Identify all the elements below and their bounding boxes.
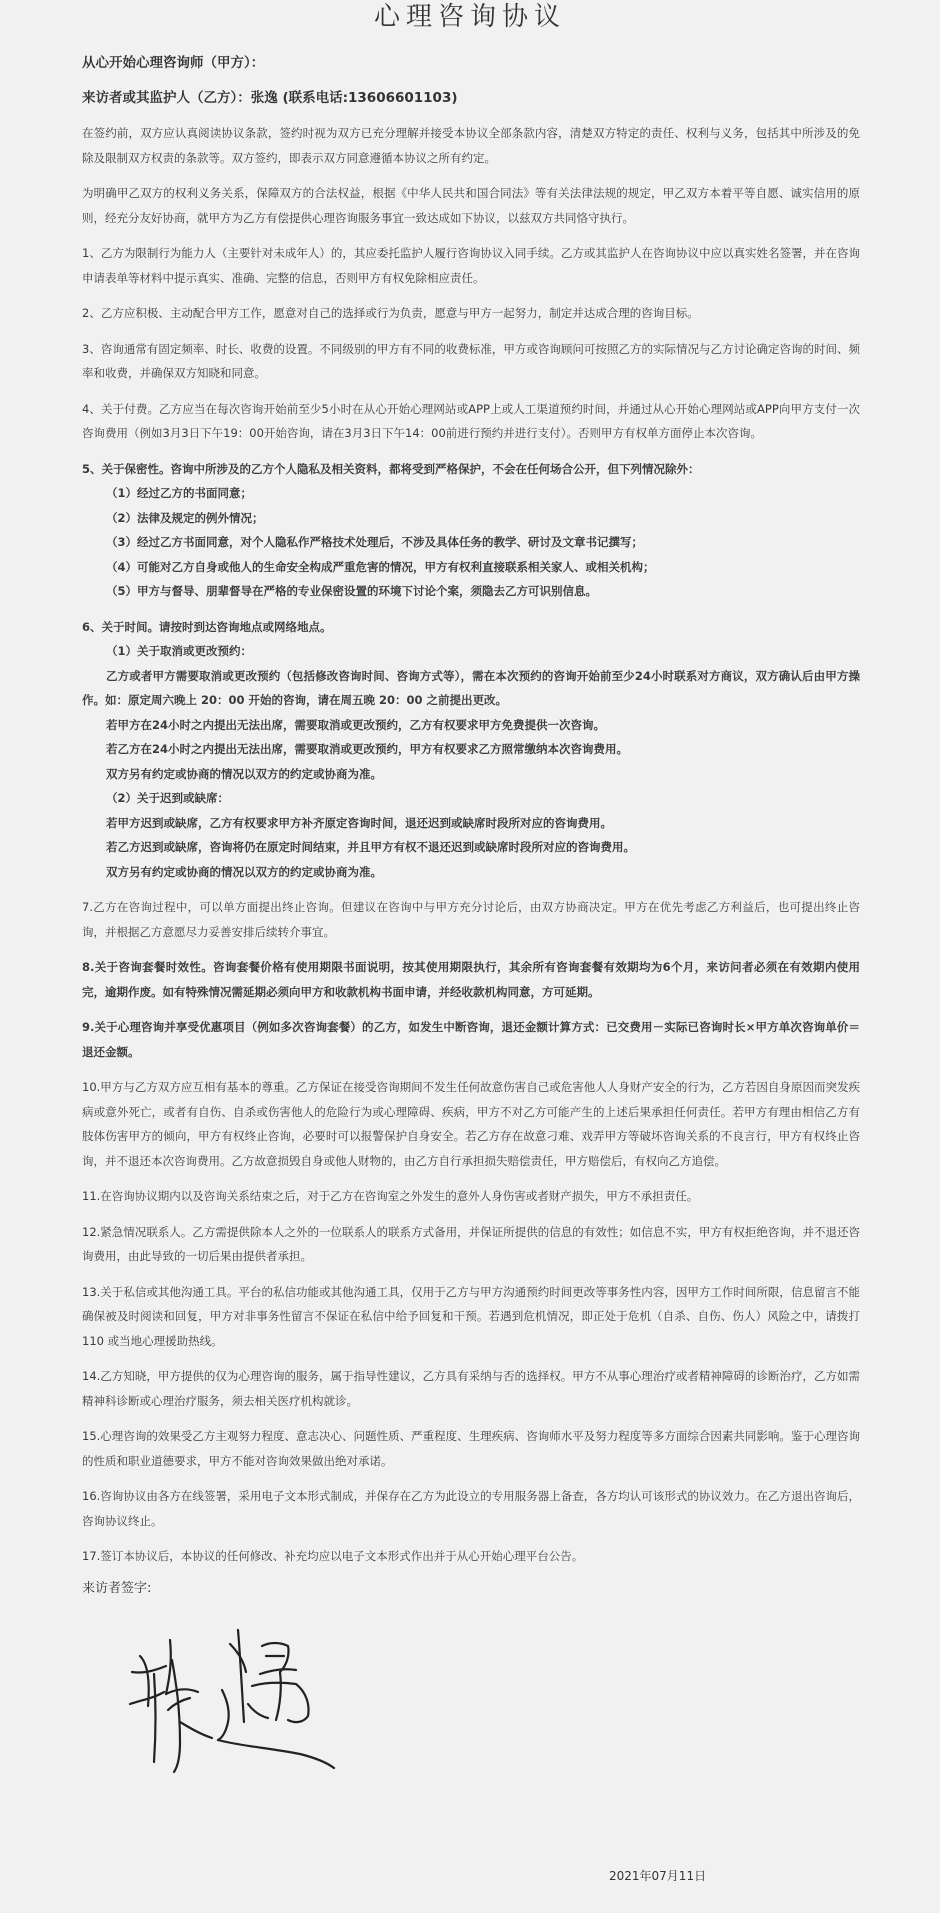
- clause-15: 15.心理咨询的效果受乙方主观努力程度、意志决心、问题性质、严重程度、生理疾病、咨询师水平及努力程度等多方面综合因素共同影响。鉴于心理咨询的性质和职业道德要求，甲方不能对咨询效果做出绝对承诺。: [82, 1429, 860, 1468]
- clause-6-sub1-line: 若乙方在24小时之内提出无法出席，需要取消或更改预约，甲方有权要求乙方照常缴纳本次咨询费用。: [106, 742, 628, 756]
- clause-5-item: （5）甲方与督导、朋辈督导在严格的专业保密设置的环境下讨论个案，须隐去乙方可识别信息。: [106, 584, 597, 598]
- party-a-line: 从心开始心理咨询师（甲方）：: [82, 55, 265, 71]
- clause-2: 2、乙方应积极、主动配合甲方工作，愿意对自己的选择或行为负责，愿意与甲方一起努力，制定并达成合理的咨询目标。: [82, 306, 699, 320]
- visitor-signature-label: 来访者签字:: [82, 1581, 152, 1596]
- clause-11: 11.在咨询协议期内以及咨询关系结束之后，对于乙方在咨询室之外发生的意外人身伤害或者财产损失，甲方不承担责任。: [82, 1189, 699, 1203]
- signing-date: 2021年07月11日: [609, 1869, 707, 1883]
- clause-12: 12.紧急情况联系人。乙方需提供除本人之外的一位联系人的联系方式备用，并保证所提供的信息的有效性；如信息不实，甲方有权拒绝咨询，并不退还咨询费用，由此导致的一切后果由提供者承担。: [82, 1224, 860, 1263]
- clause-6-heading: 6、关于时间。请按时到达咨询地点或网络地点。: [82, 619, 332, 634]
- clause-10: 10.甲方与乙方双方应互相有基本的尊重。乙方保证在接受咨询期间不发生任何故意伤害自己或危害他人人身财产安全的行为，乙方若因自身原因而突发疾病或意外死亡，或者有自伤、自杀或伤害他人的危险行为或心理障碍、疾病，甲方不对乙方可能产生的上述后果承担任何责任。若甲方有理由相信乙方有肢体伤害甲方的倾向，甲方有权终止咨询，必要时可以报警保护自身安全。若乙方存在故意刁难、戏弄甲方等破坏咨询关系的不良言行，甲方有权终止咨询，并不退还本次咨询费用。乙方故意损毁自身或他人财物的，由乙方自行承担损失赔偿责任，甲方赔偿后，有权向乙方追偿。: [82, 1080, 860, 1168]
- party-b-line: 来访者或其监护人（乙方）：张逸 (联系电话:13606601103): [82, 90, 458, 106]
- clause-6-sub1-line: 若甲方在24小时之内提出无法出席，需要取消或更改预约，乙方有权要求甲方免费提供一次咨询。: [106, 717, 605, 732]
- clause-5: [82, 457, 860, 604]
- intro-paragraph-2: 为明确甲乙双方的权利义务关系，保障双方的合法权益，根据《中华人民共和国合同法》等有关法律法规的规定，甲乙双方本着平等自愿、诚实信用的原则，经充分友好协商，就甲方为乙方有偿提供心理咨询服务事宜一致达成如下协议，以兹双方共同恪守执行。: [82, 186, 860, 225]
- clause-6-sub2-line: 若乙方迟到或缺席，咨询将仍在原定时间结束，并且甲方有权不退还迟到或缺席时段所对应的咨询费用。: [106, 840, 635, 854]
- intro-paragraph-1: 在签约前，双方应认真阅读协议条款，签约时视为双方已充分理解并接受本协议全部条款内容，清楚双方特定的责任、权利与义务，包括其中所涉及的免除及限制双方权责的条款等。双方签约，即表示双方同意遵循本协议之所有约定。: [82, 126, 860, 165]
- clause-1: 1、乙方为限制行为能力人（主要针对未成年人）的，其应委托监护人履行咨询协议入同手续。乙方或其监护人在咨询协议中应以真实姓名签署，并在咨询申请表单等材料中提示真实、准确、完整的信息，否则甲方有权免除相应责任。: [82, 246, 860, 285]
- clause-5-item: （4）可能对乙方自身或他人的生命安全构成严重危害的情况，甲方有权利直接联系相关家人、或相关机构；: [106, 559, 655, 574]
- clause-8: 8.关于咨询套餐时效性。咨询套餐价格有使用期限书面说明，按其使用期限执行，其余所有咨询套餐有效期均为6个月，来访问者必须在有效期内使用完，逾期作废。如有特殊情况需延期必须向甲方和收款机构书面申请，并经收款机构同意，方可延期。: [82, 960, 860, 999]
- clause-14: 14.乙方知晓，甲方提供的仅为心理咨询的服务，属于指导性建议，乙方具有采纳与否的选择权。甲方不从事心理治疗或者精神障碍的诊断治疗，乙方如需精神科诊断或心理治疗服务，须去相关医疗机构就诊。: [82, 1369, 860, 1408]
- clause-16: 16.咨询协议由各方在线签署，采用电子文本形式制成，并保存在乙方为此设立的专用服务器上备查，各方均认可该形式的协议效力。在乙方退出咨询后，咨询协议终止。: [82, 1489, 860, 1528]
- clause-5-item: （1）经过乙方的书面同意；: [106, 486, 253, 500]
- clause-3: 3、咨询通常有固定频率、时长、收费的设置。不同级别的甲方有不同的收费标准，甲方或咨询顾问可按照乙方的实际情况与乙方讨论确定咨询的时间、频率和收费，并确保双方知晓和同意。: [82, 341, 860, 380]
- clause-6-sub1-heading: （1）关于取消或更改预约：: [106, 644, 253, 658]
- clause-6-sub1-text: 乙方或者甲方需要取消或更改预约（包括修改咨询时间、咨询方式等），需在本次预约的咨询开始前至少24小时联系对方商议，双方确认后由甲方操作。如：原定周六晚上 20：00 开始的咨询，请在周五晚 20：00 之前提出更改。: [82, 668, 860, 707]
- agreement-body: [82, 52, 860, 1580]
- clause-6-sub1-line: 双方另有约定或协商的情况以双方的约定或协商为准。: [106, 766, 382, 781]
- clause-4: 4、关于付费。乙方应当在每次咨询开始前至少5小时在从心开始心理网站或APP上或人工渠道预约时间，并通过从心开始心理网站或APP向甲方支付一次咨询费用（例如3月3日下午19：00开始咨询，请在3月3日下午14：00前进行预约并进行支付）。否则甲方有权单方面停止本次咨询。: [82, 401, 860, 440]
- clause-9: 9.关于心理咨询并享受优惠项目（例如多次咨询套餐）的乙方，如发生中断咨询，退还金额计算方式：已交费用－实际已咨询时长×甲方单次咨询单价＝退还金额。: [82, 1020, 860, 1059]
- clause-17: 17.签订本协议后，本协议的任何修改、补充均应以电子文本形式作出并于从心开始心理平台公告。: [82, 1549, 584, 1563]
- clause-6: [82, 615, 860, 885]
- clause-6-sub2-line: 双方另有约定或协商的情况以双方的约定或协商为准。: [106, 864, 382, 879]
- clause-6-sub2-heading: （2）关于迟到或缺席：: [106, 791, 230, 805]
- document-title: 心理咨询协议: [373, 2, 566, 32]
- clause-6-sub2-line: 若甲方迟到或缺席，乙方有权要求甲方补齐原定咨询时间，退还迟到或缺席时段所对应的咨询费用。: [106, 815, 612, 830]
- clause-5-item: （3）经过乙方书面同意，对个人隐私作严格技术处理后，不涉及具体任务的教学、研讨及文章书记撰写；: [106, 535, 643, 549]
- handwritten-signature: [120, 1612, 350, 1802]
- clause-7: 7.乙方在咨询过程中，可以单方面提出终止咨询。但建议在咨询中与甲方充分讨论后，由双方协商决定。甲方在优先考虑乙方利益后，也可提出终止咨询，并根据乙方意愿尽力妥善安排后续转介事宜。: [82, 900, 860, 939]
- clause-5-heading: 5、关于保密性。咨询中所涉及的乙方个人隐私及相关资料，都将受到严格保护，不会在任何场合公开，但下列情况除外：: [82, 461, 700, 476]
- clause-13: 13.关于私信或其他沟通工具。平台的私信功能或其他沟通工具，仅用于乙方与甲方沟通预约时间更改等事务性内容，因甲方工作时间所限，信息留言不能确保被及时阅读和回复，甲方对非事务性留言不保证在私信中给予回复和干预。若遇到危机情况，即正处于危机（自杀、自伤、伤人）风险之中，请拨打 110 或当地心理援助热线。: [82, 1284, 860, 1348]
- clause-5-item: （2）法律及规定的例外情况；: [106, 510, 264, 525]
